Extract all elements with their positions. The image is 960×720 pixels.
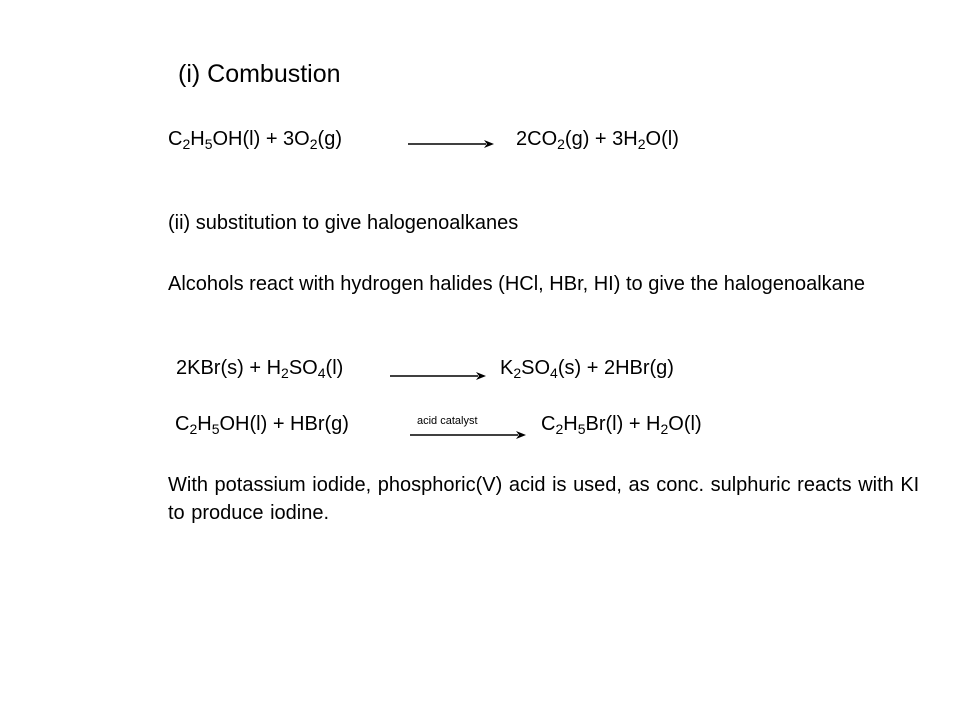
section-heading-combustion: (i) Combustion	[178, 60, 341, 88]
formula-text: SO	[521, 357, 551, 379]
equation-1-reactants	[168, 128, 342, 151]
reaction-arrow-1	[408, 137, 494, 151]
subscript: 2	[189, 420, 198, 437]
reaction-arrow-2	[390, 369, 486, 383]
subscript: 2	[555, 420, 564, 437]
subscript: 2	[660, 420, 669, 437]
formula-text: C	[168, 128, 183, 150]
equation-2-reactants	[176, 357, 343, 380]
formula-text: H	[197, 413, 212, 435]
formula-text: 2KBr(s) + H	[176, 357, 282, 379]
formula-text: (s) + 2HBr(g)	[557, 357, 674, 379]
formula-text: H	[190, 128, 205, 150]
formula-text: C	[541, 413, 556, 435]
subscript: 5	[204, 135, 213, 152]
subscript: 2	[182, 135, 191, 152]
formula-text: 2CO	[516, 128, 558, 150]
reaction-arrow-3	[410, 428, 526, 442]
section-heading-substitution: (ii) substitution to give halogenoalkanes	[168, 212, 519, 234]
subscript: 4	[550, 364, 558, 381]
formula-text: O(l)	[668, 413, 702, 435]
formula-text: (g) + 3H	[564, 128, 638, 150]
formula-text: C	[175, 413, 190, 435]
subscript: 5	[577, 420, 586, 437]
subscript: 2	[281, 364, 289, 381]
subscript: 2	[557, 135, 565, 152]
equation-3-reactants	[175, 413, 349, 436]
note-paragraph: With potassium iodide, phosphoric(V) acid is used, as conc. sulphuric reacts with KI to produce iodine.	[168, 474, 920, 524]
formula-text: O(l)	[645, 128, 679, 150]
equation-1-products	[516, 128, 679, 151]
subscript: 2	[309, 135, 318, 152]
subscript: 2	[637, 135, 646, 152]
formula-text: H	[563, 413, 578, 435]
formula-text: OH(l) + HBr(g)	[219, 413, 349, 435]
equation-3-condition: acid catalyst	[417, 415, 478, 427]
formula-text: K	[500, 357, 514, 379]
formula-text: SO	[288, 357, 318, 379]
formula-text: Br(l) + H	[585, 413, 661, 435]
formula-text: OH(l) + 3O	[212, 128, 310, 150]
formula-text: (g)	[317, 128, 342, 150]
intro-paragraph: Alcohols react with hydrogen halides (HCl, HBr, HI) to give the halogenoalkane	[168, 273, 866, 295]
subscript: 4	[317, 364, 326, 381]
equation-2-products	[500, 357, 674, 380]
subscript: 2	[513, 364, 522, 381]
subscript: 5	[211, 420, 220, 437]
equation-3-products	[541, 413, 702, 436]
formula-text: (l)	[325, 357, 344, 379]
